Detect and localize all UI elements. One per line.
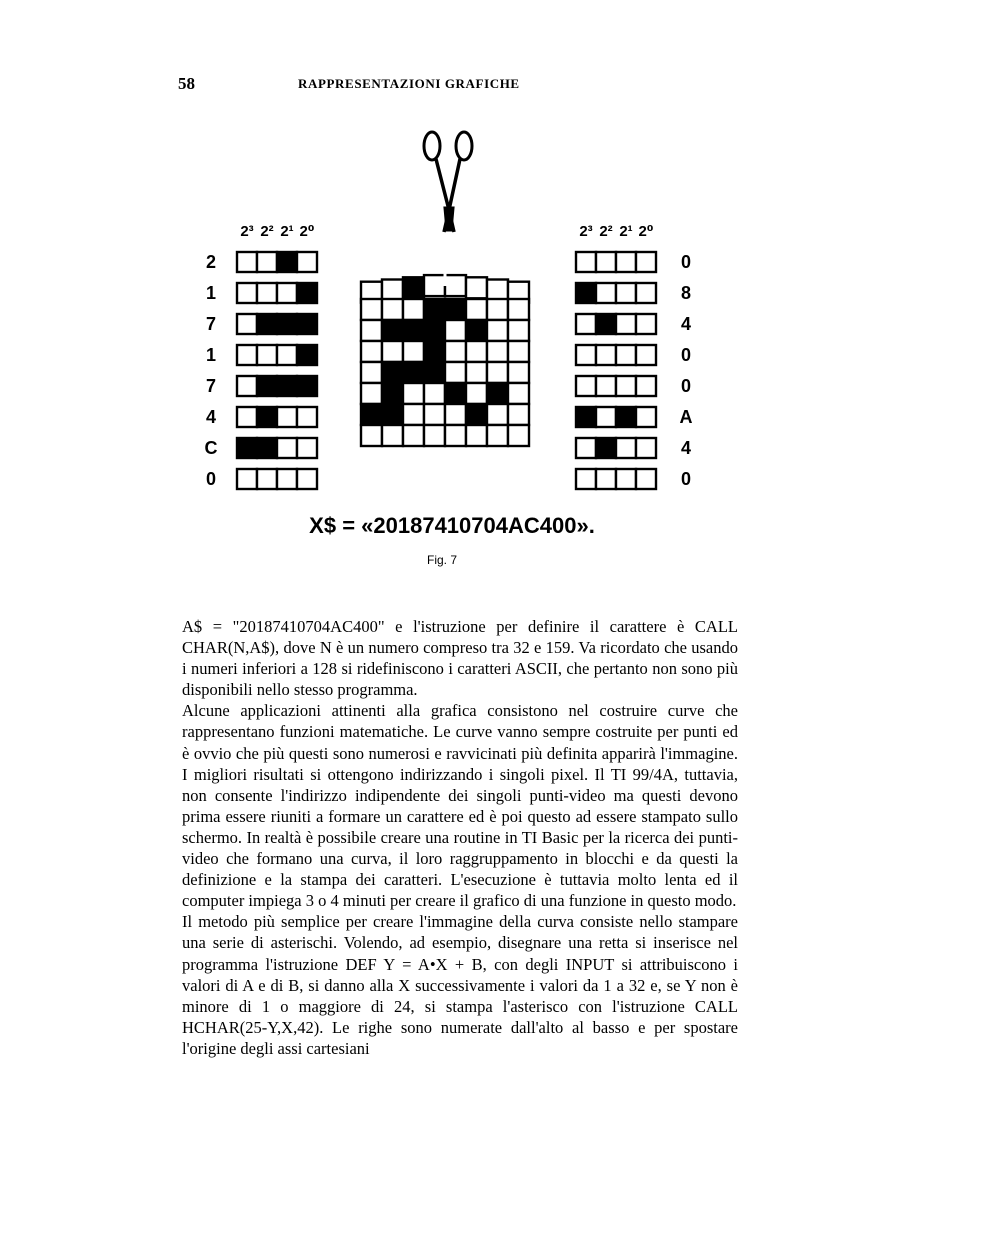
bit-cell <box>277 407 297 427</box>
bit-cell <box>576 438 596 458</box>
bit-cell <box>297 252 317 272</box>
bit-cell <box>596 376 616 396</box>
bit-cell <box>277 252 297 272</box>
bit-cell <box>596 438 616 458</box>
bit-cell <box>257 376 277 396</box>
right-hex-digit: 8 <box>680 283 692 303</box>
bit-cell <box>616 376 636 396</box>
left-hex-digit: C <box>204 438 218 458</box>
bit-cell <box>257 407 277 427</box>
glyph-pixel <box>445 341 466 362</box>
paragraph-3: Il metodo più semplice per creare l'immagine della curva consiste nello stampare una serie di asterischi. Volendo, ad esempio, disegnare una retta si inserisce nel programma l'istruzione DEF Y = A•X + B, con degli INPUT si attribuiscono i valori di A e di B, si danno alla X successivamente i valori da 1 a 32 e, se Y non è minore di 1 o maggiore di 24, si stampa l'asterisco con l'istruzione CALL HCHAR(25-Y,X,42). Le righe sono numerate dall'alto al basso e per spostare l'origine degli assi cartesiani <box>182 912 738 1058</box>
glyph-pixel <box>508 341 529 362</box>
bit-cell <box>576 345 596 365</box>
right-hex-digit: 0 <box>680 252 692 272</box>
bit-cell <box>616 438 636 458</box>
bit-cell <box>237 376 257 396</box>
glyph-pixel <box>424 299 445 320</box>
left-nibble-row <box>206 345 317 365</box>
power-label: 2¹ <box>280 223 294 240</box>
bit-cell <box>576 283 596 303</box>
right-nibble-row <box>576 252 691 272</box>
left-nibble-row <box>206 407 317 427</box>
glyph-pixel <box>487 362 508 383</box>
glyph-pixel <box>361 425 382 446</box>
left-hex-digit: 1 <box>205 345 217 365</box>
right-hex-digit: 4 <box>680 438 692 458</box>
glyph-pixel <box>403 404 424 425</box>
bit-cell <box>257 345 277 365</box>
bit-cell <box>277 314 297 334</box>
bit-cell <box>596 252 616 272</box>
bit-cell <box>277 438 297 458</box>
left-nibble-row <box>206 376 317 396</box>
glyph-pixel <box>487 320 508 341</box>
bit-cell <box>277 469 297 489</box>
glyph-pixel <box>466 425 487 446</box>
glyph-pixel <box>424 404 445 425</box>
bit-cell <box>616 345 636 365</box>
bit-cell <box>297 407 317 427</box>
body-text <box>182 616 738 1059</box>
glyph-pixel <box>445 299 466 320</box>
bit-cell <box>636 469 656 489</box>
glyph-pixel <box>382 362 403 383</box>
glyph-pixel <box>508 362 529 383</box>
glyph-pixel <box>508 299 529 320</box>
bit-cell <box>297 469 317 489</box>
right-hex-digit: 4 <box>680 314 692 334</box>
glyph-pixel <box>424 383 445 404</box>
glyph-pixel <box>361 320 382 341</box>
bit-cell <box>237 407 257 427</box>
glyph-pixel <box>403 320 424 341</box>
bit-cell <box>237 314 257 334</box>
bit-cell <box>636 376 656 396</box>
glyph-pixel <box>403 425 424 446</box>
glyph-pixel <box>382 341 403 362</box>
glyph-pixel <box>466 362 487 383</box>
glyph-pixel <box>403 362 424 383</box>
glyph-pixel <box>445 383 466 404</box>
glyph-pixel <box>508 425 529 446</box>
bit-cell <box>257 469 277 489</box>
power-label: 2⁰ <box>299 223 315 240</box>
page-header <box>0 74 1000 98</box>
paragraph-2: Alcune applicazioni attinenti alla grafica consistono nel costruire curve che rappresentano funzioni matematiche. Le curve vanno sempre costruite per punti ed è ovvio che più questi sono numerosi e ravvicinati più definita apparirà l'immagine. I migliori risultati si ottengono indirizzando i singoli pixel. Il TI 99/4A, tuttavia, non consente l'indirizzo indipendente dei singoli punti-video ma questi devono prima essere riuniti a formare un carattere ed è poi questo ad essere stampato sullo schermo. In realtà è possibile creare una routine in TI Basic per la ricerca dei punti-video che formano una curva, il loro raggruppamento in blocchi e da questi la definizione e la stampa dei caratteri. L'esecuzione è tuttavia molto lenta ed il computer impiega 3 o 4 minuti per creare il grafico di una funzione in questo modo. <box>182 701 738 911</box>
bit-cell <box>616 469 636 489</box>
left-nibble-row <box>205 438 318 458</box>
bit-cell <box>297 376 317 396</box>
glyph-pixel <box>382 299 403 320</box>
bit-cell <box>616 252 636 272</box>
right-nibble-row <box>576 469 691 489</box>
glyph-pixel <box>403 341 424 362</box>
glyph-pixel <box>466 277 487 298</box>
power-label: 2¹ <box>619 223 633 240</box>
page-number: 58 <box>178 74 195 93</box>
bit-cell <box>596 283 616 303</box>
bit-cell <box>277 345 297 365</box>
right-nibble-row <box>576 438 691 458</box>
glyph-pixel <box>487 425 508 446</box>
running-title: RAPPRESENTAZIONI GRAFICHE <box>298 76 520 91</box>
power-label: 2⁰ <box>638 223 654 240</box>
glyph-pixel <box>445 275 466 296</box>
glyph-pixel <box>466 320 487 341</box>
bit-cell <box>596 407 616 427</box>
left-hex-digit: 4 <box>205 407 217 427</box>
bit-cell <box>257 314 277 334</box>
bit-cell <box>257 252 277 272</box>
glyph-pixel <box>403 277 424 298</box>
character-grid-diagram <box>0 110 1000 580</box>
bit-cell <box>596 345 616 365</box>
bit-cell <box>237 469 257 489</box>
left-hex-digit: 7 <box>205 314 217 334</box>
right-nibble-row <box>576 283 691 303</box>
bit-cell <box>576 469 596 489</box>
bit-cell <box>636 252 656 272</box>
left-nibble-row <box>206 252 317 272</box>
bit-cell <box>576 252 596 272</box>
glyph-pixel <box>466 383 487 404</box>
left-hex-digit: 0 <box>205 469 217 489</box>
glyph-pixel <box>361 383 382 404</box>
bit-cell <box>297 438 317 458</box>
bit-cell <box>237 252 257 272</box>
glyph-pixel <box>424 362 445 383</box>
figure-caption-wrap <box>0 553 1000 567</box>
power-label: 2² <box>599 223 613 240</box>
bit-cell <box>257 438 277 458</box>
scissors-icon <box>424 132 472 232</box>
power-label: 2² <box>260 223 274 240</box>
paragraph-1: A$ = "20187410704AC400" e l'istruzione per definire il carattere è CALL CHAR(N,A$), dove N è un numero compreso tra 32 e 159. Va ricordato che usando i numeri inferiori a 128 si ridefiniscono i caratteri ASCII, che pertanto non sono più disponibili nello stesso programma. <box>182 617 738 700</box>
glyph-pixel <box>361 299 382 320</box>
glyph-pixel <box>424 320 445 341</box>
bit-cell <box>636 407 656 427</box>
right-hex-digit: 0 <box>680 376 692 396</box>
glyph-pixel <box>487 280 508 301</box>
left-hex-digit: 1 <box>205 283 217 303</box>
glyph-pixel <box>466 341 487 362</box>
right-hex-digit: 0 <box>680 469 692 489</box>
glyph-pixel <box>487 341 508 362</box>
bit-cell <box>277 283 297 303</box>
left-nibble-row <box>206 283 317 303</box>
bit-cell <box>636 438 656 458</box>
right-hex-digit: 0 <box>680 345 692 365</box>
glyph-pixel <box>424 275 445 296</box>
bit-cell <box>237 345 257 365</box>
figure-7 <box>0 110 1000 580</box>
glyph-pixel <box>382 404 403 425</box>
glyph-pixel <box>382 320 403 341</box>
bit-cell <box>616 314 636 334</box>
glyph-pixel <box>466 299 487 320</box>
bit-cell <box>297 345 317 365</box>
left-hex-digit: 7 <box>205 376 217 396</box>
bit-cell <box>636 314 656 334</box>
glyph-pixel <box>445 425 466 446</box>
left-nibble-row <box>206 469 317 489</box>
figure-caption: Fig. 7 <box>426 553 457 567</box>
power-label: 2³ <box>240 223 254 240</box>
bit-cell <box>616 283 636 303</box>
glyph-pixel <box>424 341 445 362</box>
glyph-pixel <box>508 320 529 341</box>
bit-cell <box>596 314 616 334</box>
glyph-pixel <box>445 404 466 425</box>
glyph-pixel <box>382 425 403 446</box>
bit-cell <box>616 407 636 427</box>
glyph-pixel <box>445 320 466 341</box>
glyph-pixel <box>361 362 382 383</box>
glyph-pixel <box>403 383 424 404</box>
glyph-pixel <box>466 404 487 425</box>
right-nibble-row <box>576 314 691 334</box>
glyph-pixel <box>382 280 403 301</box>
right-nibble-row <box>576 345 691 365</box>
bit-cell <box>297 314 317 334</box>
bit-cell <box>297 283 317 303</box>
bit-cell <box>636 283 656 303</box>
left-nibble-row <box>206 314 317 334</box>
bit-cell <box>576 314 596 334</box>
bit-cell <box>636 345 656 365</box>
glyph-pixel <box>508 383 529 404</box>
glyph-pixel <box>424 425 445 446</box>
glyph-pixel <box>508 404 529 425</box>
bit-cell <box>237 438 257 458</box>
right-hex-digit: A <box>679 407 693 427</box>
bit-cell <box>257 283 277 303</box>
glyph-pixel <box>487 299 508 320</box>
glyph-pixel <box>361 341 382 362</box>
bit-cell <box>576 376 596 396</box>
bit-cell <box>277 376 297 396</box>
right-nibble-row <box>576 376 691 396</box>
glyph-pixel <box>445 362 466 383</box>
glyph-pixel <box>487 383 508 404</box>
bit-cell <box>576 407 596 427</box>
right-nibble-row <box>576 407 693 427</box>
glyph-pixel <box>382 383 403 404</box>
power-label: 2³ <box>579 223 593 240</box>
bit-cell <box>596 469 616 489</box>
glyph-pixel <box>361 404 382 425</box>
glyph-pixel <box>403 299 424 320</box>
string-label: X$ = «20187410704AC400». <box>309 513 595 538</box>
bit-cell <box>237 283 257 303</box>
left-hex-digit: 2 <box>205 252 217 272</box>
glyph-pixel <box>487 404 508 425</box>
